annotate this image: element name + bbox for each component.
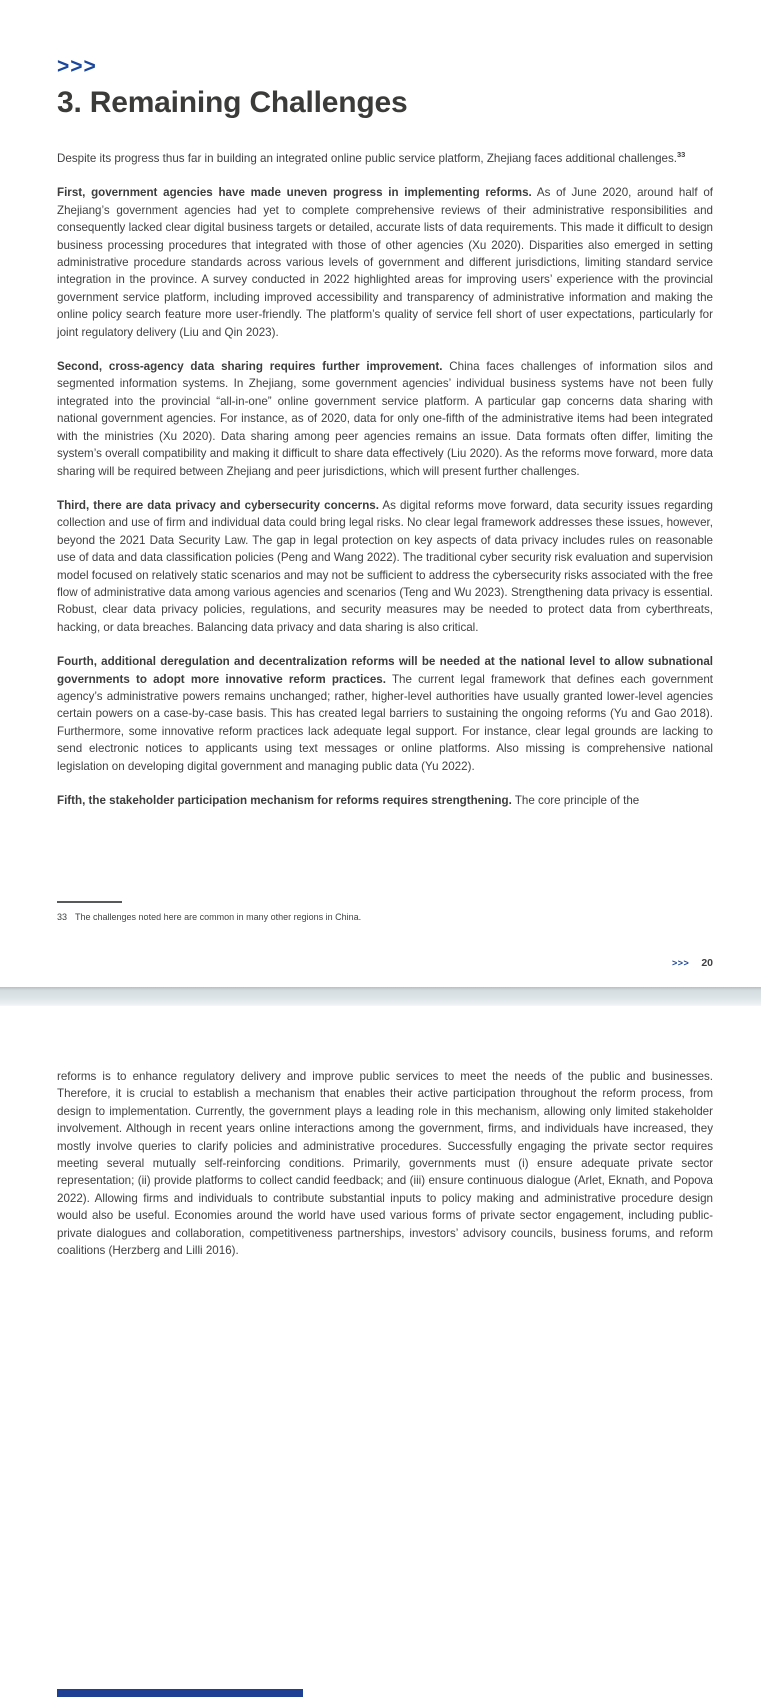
paragraph-lead: Third, there are data privacy and cybersecurity concerns. [57, 498, 379, 512]
page-separator [0, 987, 761, 1006]
paragraph-text: As digital reforms move forward, data security issues regarding collection and use of firm and individual data could bring legal risks. No clear legal framework addresses these issues, however, beyond the 2021 Data Security Law. The gap in legal protection on key aspects of data privacy includes rules on reasonable use of data and data classification policies (Peng and Wang 2022). The traditional cyber security risk evaluation and supervision model focused on relatively static scenarios and may not be sufficient to address the cybersecurity risks associated with the free flow of administrative data among various agencies and scenarios (Teng and Wu 2023). Strengthening data privacy is essential. Robust, clear data privacy policies, regulations, and security measures may be needed to protect data from cyberthreats, hacking, or data breaches. Balancing data privacy and data sharing is also critical. [57, 498, 713, 634]
paragraph-lead: First, government agencies have made uneven progress in implementing reforms. [57, 186, 532, 200]
partial-blue-band [57, 1689, 303, 1697]
footnote-divider [57, 901, 122, 903]
page-footer [672, 957, 713, 969]
footer-chevrons-icon: >>> [672, 958, 690, 968]
paragraph-intro [57, 150, 713, 167]
section-chevrons-icon: >>> [57, 55, 97, 78]
paragraph-lead: Fifth, the stakeholder participation mechanism for reforms requires strengthening. [57, 794, 512, 807]
footnote-ref: 33 [676, 150, 686, 160]
paragraph-third [57, 497, 713, 636]
paragraph-text: The current legal framework that defines each government agency’s administrative powers remains unchanged; rather, higher-level authorities have usually granted lower-level agencies certain powers on a case-by-case basis. This has created legal barriers to sustaining the ongoing reforms (Yu and Gao 2018). Furthermore, some innovative reform practices lack adequate legal support. For instance, clear legal grounds are lacking to send electronic notices to applicants using text messages or online platforms. Also missing is comprehensive national legislation on developing digital government and managing public data (Yu 2022). [57, 672, 713, 773]
paragraph-text: China faces challenges of information silos and segmented information systems. In Zhejiang, some government agencies’ individual business systems have not been fully integrated into the provincial “all-in-one” online government service platform. A particular gap concerns data sharing with national government agencies. For instance, as of 2020, data for only one-fifth of the administrative items had been integrated with the ministries (Xu 2020). Data sharing among peer agencies remains an issue. Data formats often differ, limiting the system’s overall compatibility and making it difficult to share data effectively (Liu 2020). As the reforms move forward, more data sharing will be required between Zhejiang and peer jurisdictions, which will present further challenges. [57, 360, 713, 478]
paragraph-fifth [57, 792, 713, 809]
footnote [57, 901, 657, 923]
paragraph-continuation: reforms is to enhance regulatory delivery and improve public services to meet the needs of the public and businesses. Therefore, it is crucial to establish a mechanism that enables their active participation throughout the reform process, from design to implementation. Currently, the government plays a leading role in this mechanism, allowing only limited stakeholder involvement. Although in recent years online interactions among the government, firms, and individuals have increased, they mostly involve queries to clarify policies and administrative procedures. Successfully engaging the private sector requires meeting several mutually self-reinforcing conditions. Primarily, governments must (i) ensure adequate private sector representation; (ii) provide platforms to collect candid feedback; and (iii) ensure continuous dialogue (Arlet, Eknath, and Popova 2022). Allowing firms and individuals to contribute substantial inputs to policy making and administrative procedure design would also be useful. Economies around the world have used various forms of private sector engagement, including public-private dialogues and collaboration, competitiveness partnerships, investors’ advisory councils, business forums, and reform coalitions (Herzberg and Lilli 2016). [57, 1070, 713, 1258]
paragraph-lead: Fourth, additional deregulation and decentralization reforms will be needed at the national level to allow subnational governments to adopt more innovative reform practices. [57, 655, 713, 686]
footnote-text [57, 911, 657, 923]
paragraph-fourth [57, 653, 713, 775]
paragraph-lead: Second, cross-agency data sharing requires further improvement. [57, 360, 443, 374]
footnote-body: The challenges noted here are common in many other regions in China. [75, 912, 362, 922]
page-2 [0, 1006, 761, 1697]
paragraph-text: As of June 2020, around half of Zhejiang’s government agencies had yet to complete comprehensive reviews of their administrative responsibilities and consequently lacked clear digital business targets or detailed, accurate lists of data requirements. This made it difficult to design business processing procedures that integrated with those of other agencies (Xu 2020). Disparities also emerged in setting administrative procedure standards across various levels of government and different jurisdictions, limiting standard service integration in the province. A survey conducted in 2022 highlighted areas for improving users’ experience with the provincial government service platform, including improved accessibility and transparency of administrative information and making the online policy search feature more user-friendly. The platform’s quality of service fell short of user expectations, particularly for joint regulatory delivery (Liu and Qin 2023). [57, 186, 713, 339]
section-title: 3. Remaining Challenges [57, 86, 408, 119]
page-number: 20 [701, 957, 713, 969]
footnote-number: 33 [57, 912, 68, 922]
paragraph-second [57, 358, 713, 480]
paragraph-first [57, 184, 713, 341]
paragraph-text: The core principle of the [511, 794, 640, 807]
paragraph-text: Despite its progress thus far in building an integrated online public service platform, Zhejiang faces additional challenges. [57, 152, 677, 165]
